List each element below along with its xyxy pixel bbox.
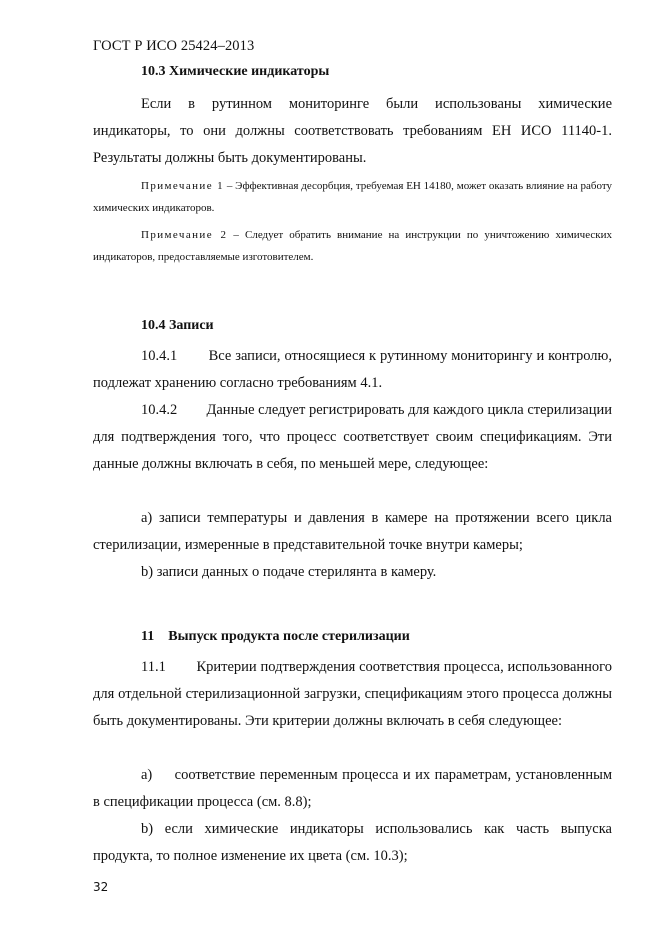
clause-11-1-item-b: b) если химические индикаторы использовались как часть выпуска продукта, то полное изменение их цвета (см. 10.3); bbox=[93, 821, 612, 864]
clause-10-4-2: 10.4.2 Данные следует регистрировать для каждого цикла стерилизации для подтверждения того, что процесс соответствует своим спецификациям. Эти данные должны включать в себя, по меньшей мере, следующее: bbox=[93, 402, 616, 472]
note-1 bbox=[93, 175, 612, 219]
clause-11-1-item-a: a) соответствие переменным процесса и их параметрам, установленным в спецификации процесса (см. 8.8); bbox=[93, 767, 616, 810]
clause-10-4-1: 10.4.1 Все записи, относящиеся к рутинному мониторингу и контролю, подлежат хранению согласно требованиям 4.1. bbox=[93, 348, 616, 391]
clause-10-4-2-item-a: a) записи температуры и давления в камере на протяжении всего цикла стерилизации, измеренные в представительной точке внутри камеры; bbox=[93, 510, 612, 553]
note-2 bbox=[93, 224, 612, 268]
note-1-text: – Эффективная десорбция, требуемая ЕН 14180, может оказать влияние на работу химических индикаторов. bbox=[93, 180, 612, 214]
page-number: 32 bbox=[93, 880, 109, 894]
note-2-label: Примечание 2 bbox=[141, 229, 228, 241]
clause-11-1: 11.1 Критерии подтверждения соответствия процесса, использованного для отдельной стерилизационной загрузки, спецификациям этого процесса должны быть документированы. Эти критерии должны включать в себя следующее: bbox=[93, 659, 616, 729]
document-header: ГОСТ Р ИСО 25424–2013 bbox=[93, 38, 255, 54]
clause-10-4-2-item-b: b) записи данных о подаче стерилянта в камеру. bbox=[141, 564, 437, 580]
section-10-3-paragraph: Если в рутинном мониторинге были использованы химические индикаторы, то они должны соответствовать требованиям ЕН ИСО 11140-1. Результаты должны быть документированы. bbox=[93, 96, 612, 166]
section-10-4-title: 10.4 Записи bbox=[141, 318, 214, 333]
note-1-label: Примечание 1 bbox=[141, 180, 225, 192]
section-11-title: 11 Выпуск продукта после стерилизации bbox=[141, 629, 410, 644]
note-2-text: – Следует обратить внимание на инструкции по уничтожению химических индикаторов, предоставляемые изготовителем. bbox=[93, 229, 612, 263]
section-10-3-title: 10.3 Химические индикаторы bbox=[141, 64, 330, 79]
